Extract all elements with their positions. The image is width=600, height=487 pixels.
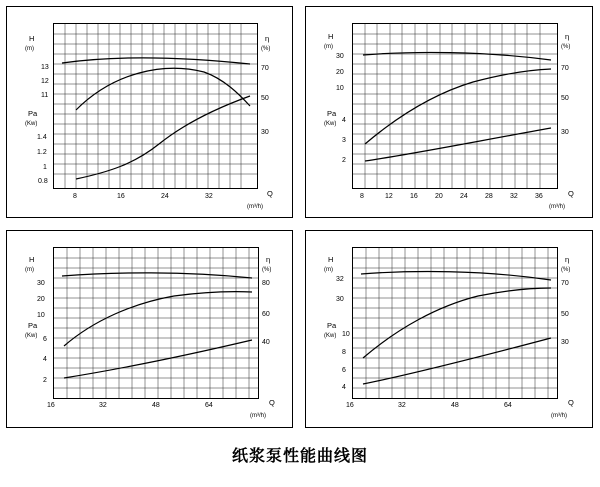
ytick-H-0: 30	[336, 53, 344, 60]
axis-label-Pa: Pa	[28, 321, 38, 330]
ytick-H-2: 10	[37, 312, 45, 319]
ytick-Pa-1: 8	[342, 349, 346, 356]
axis-label-eta: η	[266, 255, 271, 264]
xtick-2: 48	[451, 402, 459, 409]
ytick-Pa-3: 0.8	[38, 178, 48, 185]
xtick-0: 16	[346, 402, 354, 409]
axis-unit-Q: (m³/h)	[551, 413, 567, 419]
ytick-eta-0: 70	[261, 65, 269, 72]
xtick-1: 32	[398, 402, 406, 409]
axis-unit-Pa: (Kw)	[25, 121, 38, 127]
xtick-3: 32	[205, 193, 213, 200]
xtick-1: 32	[99, 402, 107, 409]
axis-label-H: H	[328, 32, 334, 41]
ytick-H-2: 11	[41, 92, 49, 99]
axis-label-Pa: Pa	[28, 109, 38, 118]
chart-panel-100XWJ50-20	[6, 230, 293, 428]
ytick-H-0: 30	[37, 280, 45, 287]
axis-unit-Pa: (Kw)	[324, 121, 337, 127]
ytick-eta-2: 30	[561, 129, 569, 136]
curve-H	[62, 58, 250, 64]
ytick-eta-0: 70	[561, 280, 569, 287]
chart-panel-100XWJ50-32	[305, 230, 593, 428]
ytick-eta-2: 40	[262, 339, 270, 346]
xtick-1: 12	[385, 193, 393, 200]
xtick-5: 28	[485, 193, 493, 200]
ytick-Pa-1: 4	[43, 356, 47, 363]
ytick-Pa-0: 1.4	[37, 134, 47, 141]
curve-H	[363, 52, 551, 60]
plot-area-80XWJ25-20	[352, 23, 558, 189]
ytick-H-0: 13	[41, 64, 49, 71]
chart-panel-80XWJ25-20	[305, 6, 593, 218]
ytick-eta-1: 50	[561, 311, 569, 318]
axis-label-eta: η	[565, 255, 570, 264]
xtick-0: 8	[360, 193, 364, 200]
axis-label-eta: η	[265, 34, 270, 43]
ytick-eta-0: 80	[262, 280, 270, 287]
xtick-2: 48	[152, 402, 160, 409]
axis-label-Q: Q	[267, 189, 273, 198]
axis-unit-Q: (m³/h)	[247, 204, 263, 210]
xtick-0: 8	[73, 193, 77, 200]
axis-unit-Q: (m³/h)	[549, 204, 565, 210]
axis-unit-Q: (m³/h)	[250, 413, 266, 419]
curve-H	[62, 273, 252, 278]
ytick-eta-0: 70	[561, 65, 569, 72]
curve-Pa	[365, 128, 551, 161]
ytick-eta-1: 60	[262, 311, 270, 318]
axis-label-Q: Q	[568, 398, 574, 407]
ytick-H-1: 20	[336, 69, 344, 76]
axis-unit-H: (m)	[25, 267, 34, 273]
ytick-Pa-2: 6	[342, 367, 346, 374]
axis-unit-eta: (%)	[561, 44, 571, 50]
axis-label-Pa: Pa	[327, 321, 337, 330]
ytick-Pa-1: 1.2	[37, 149, 47, 156]
xtick-0: 16	[47, 402, 55, 409]
ytick-H-2: 10	[336, 85, 344, 92]
plot-area-80XWJ25-12.5	[53, 23, 258, 189]
axis-unit-H: (m)	[324, 267, 333, 273]
axis-unit-eta: (%)	[561, 267, 571, 273]
axis-label-Pa: Pa	[327, 109, 337, 118]
xtick-7: 36	[535, 193, 543, 200]
ytick-Pa-0: 6	[43, 336, 47, 343]
plot-area-100XWJ50-32	[352, 247, 558, 399]
xtick-3: 20	[435, 193, 443, 200]
xtick-2: 16	[410, 193, 418, 200]
axis-label-Q: Q	[269, 398, 275, 407]
axis-unit-eta: (%)	[261, 46, 271, 52]
figure-caption: 纸浆泵性能曲线图	[231, 446, 368, 465]
ytick-H-1: 30	[336, 296, 344, 303]
curve-Pa	[76, 96, 250, 179]
ytick-Pa-0: 10	[342, 331, 350, 338]
curve-H	[361, 272, 551, 280]
chart-panel-80XWJ25-12.5	[6, 6, 293, 218]
axis-unit-eta: (%)	[262, 267, 272, 273]
axis-label-eta: η	[565, 32, 570, 41]
axis-label-H: H	[29, 34, 35, 43]
ytick-Pa-2: 1	[43, 164, 47, 171]
xtick-4: 24	[460, 193, 468, 200]
ytick-eta-2: 30	[261, 129, 269, 136]
ytick-eta-1: 50	[261, 95, 269, 102]
axis-unit-Pa: (Kw)	[324, 333, 337, 339]
xtick-1: 16	[117, 193, 125, 200]
ytick-Pa-2: 2	[43, 377, 47, 384]
ytick-H-0: 32	[336, 276, 344, 283]
axis-unit-H: (m)	[25, 46, 34, 52]
ytick-H-1: 20	[37, 296, 45, 303]
axis-label-H: H	[29, 255, 35, 264]
ytick-H-1: 12	[41, 78, 49, 85]
axis-unit-H: (m)	[324, 44, 333, 50]
ytick-eta-2: 30	[561, 339, 569, 346]
axis-label-H: H	[328, 255, 334, 264]
ytick-Pa-2: 2	[342, 157, 346, 164]
ytick-Pa-0: 4	[342, 117, 346, 124]
xtick-2: 24	[161, 193, 169, 200]
axis-unit-Pa: (Kw)	[25, 333, 38, 339]
ytick-eta-1: 50	[561, 95, 569, 102]
xtick-3: 64	[205, 402, 213, 409]
ytick-Pa-1: 3	[342, 137, 346, 144]
plot-area-100XWJ50-20	[53, 247, 259, 399]
ytick-Pa-3: 4	[342, 384, 346, 391]
axis-label-Q: Q	[568, 189, 574, 198]
xtick-6: 32	[510, 193, 518, 200]
xtick-3: 64	[504, 402, 512, 409]
